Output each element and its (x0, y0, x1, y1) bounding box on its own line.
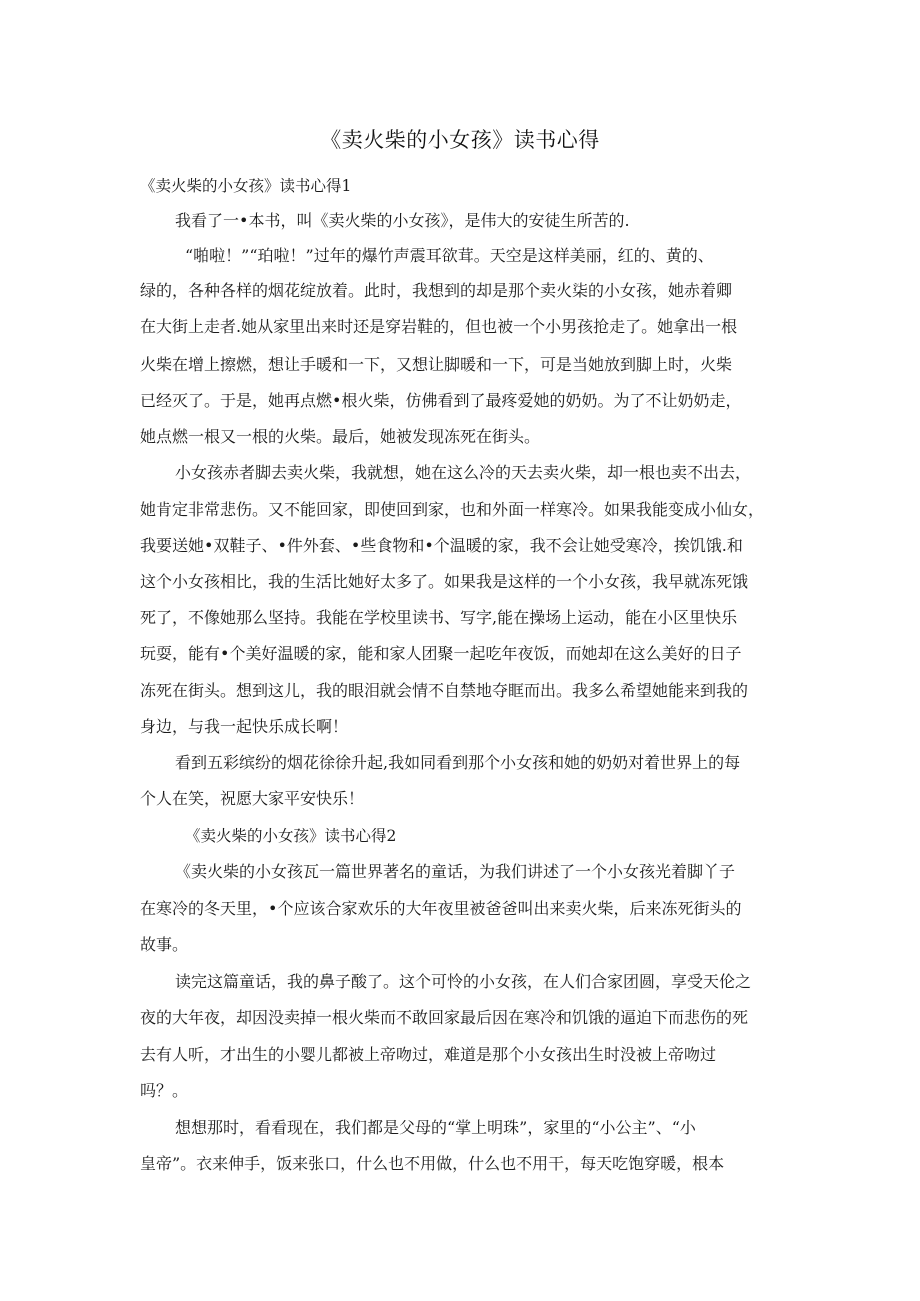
paragraph-line: 她肯定非常悲伤。又不能回家，即使回到家，也和外面一样寒冷。如果我能变成小仙女， (140, 500, 765, 519)
paragraph-line: 故事。 (140, 935, 189, 954)
section-heading-1: 《卖火柴的小女孩》读书心得1 (140, 177, 352, 195)
paragraph-line: 去有人听，才出生的小婴儿都被上帝吻过，难道是那个小女孩出生时没被上帝吻过 (140, 1045, 717, 1064)
paragraph-line: 冻死在街头。想到这儿，我的眼泪就会情不自禁地夺眶而出。我多么希望她能来到我的 (140, 681, 749, 700)
paragraph-line: 想想那时，看看现在，我们都是父母的“掌上明珠”，家里的“小公主”、“小 (175, 1118, 696, 1137)
paragraph-line: 读完这篇童话，我的鼻子酸了。这个可怜的小女孩，在人们合家团圆，享受天伦之 (175, 972, 752, 991)
paragraph-line: 看到五彩缤纷的烟花徐徐升起,我如同看到那个小女孩和她的奶奶对着世界上的每 (175, 753, 741, 772)
paragraph-line: 已经灭了。于是，她再点燃•根火柴，仿佛看到了最疼爱她的奶奶。为了不让奶奶走， (140, 391, 742, 410)
paragraph-line: 玩耍，能有•个美好温暖的家，能和家人团聚一起吃年夜饭，而她却在这么美好的日子 (140, 644, 742, 663)
paragraph-line: 夜的大年夜，却因没卖掉一根火柴而不敢回家最后因在寒冷和饥饿的逼迫下而悲伤的死 (140, 1008, 749, 1027)
paragraph-line: 《卖火柴的小女孩瓦一篇世界著名的童话，为我们讲述了一个小女孩光着脚丫子 (175, 862, 736, 881)
paragraph-line: 在寒冷的冬天里，•个应该合家欢乐的大年夜里被爸爸叫出来卖火柴，后来冻死街头的 (140, 899, 742, 918)
paragraph-line: 皇帝”。衣来伸手，饭来张口，什么也不用做，什么也不用干，每天吃饱穿暖，根本 (140, 1154, 725, 1173)
paragraph-line: 这个小女孩相比，我的生活比她好太多了。如果我是这样的一个小女孩，我早就冻死饿 (140, 572, 749, 591)
paragraph-line: 小女孩赤者脚去卖火柴，我就想，她在这么冷的天去卖火柴，却一根也卖不出去， (175, 463, 752, 482)
paragraph-line: 身边，与我一起快乐成长啊！ (140, 717, 349, 736)
section-heading-2: 《卖火柴的小女孩》读书心得2 (185, 827, 397, 845)
paragraph-line: 吗？。 (140, 1081, 189, 1100)
paragraph-line: 我看了一•本书，叫《卖火柴的小女孩》，是伟大的安徒生所苦的. (175, 211, 630, 230)
paragraph-line: 个人在笑，祝愿大家平安快乐！ (140, 789, 365, 808)
paragraph-line: 我要送她•双鞋子、•件外套、•些食物和•个温暖的家，我不会让她受寒冷，挨饥饿.和 (140, 536, 743, 555)
paragraph-line: 火柴在增上擦燃，想让手暖和一下，又想让脚暖和一下，可是当她放到脚上时，火柴 (140, 355, 733, 374)
paragraph-line: 她点燃一根又一根的火柴。最后，她被发现冻死在街头。 (140, 427, 541, 446)
paragraph-line: 死了，不像她那么坚持。我能在学校里读书、写字,能在操场上运动，能在小区里快乐 (140, 608, 738, 627)
paragraph-line: 绿的，各种各样的烟花绽放着。此时，我想到的却是那个卖火柒的小女孩，她赤着卿 (140, 281, 733, 300)
page-title: 《卖火柴的小女孩》读书心得 (320, 128, 600, 152)
paragraph-line: “啪啦！”“珀啦！”过年的爆竹声震耳欲茸。天空是这样美丽，红的、黄的、 (185, 246, 714, 265)
paragraph-line: 在大街上走者.她从家里出来时还是穿岩鞋的，但也被一个小男孩抢走了。她拿出一根 (140, 317, 738, 336)
